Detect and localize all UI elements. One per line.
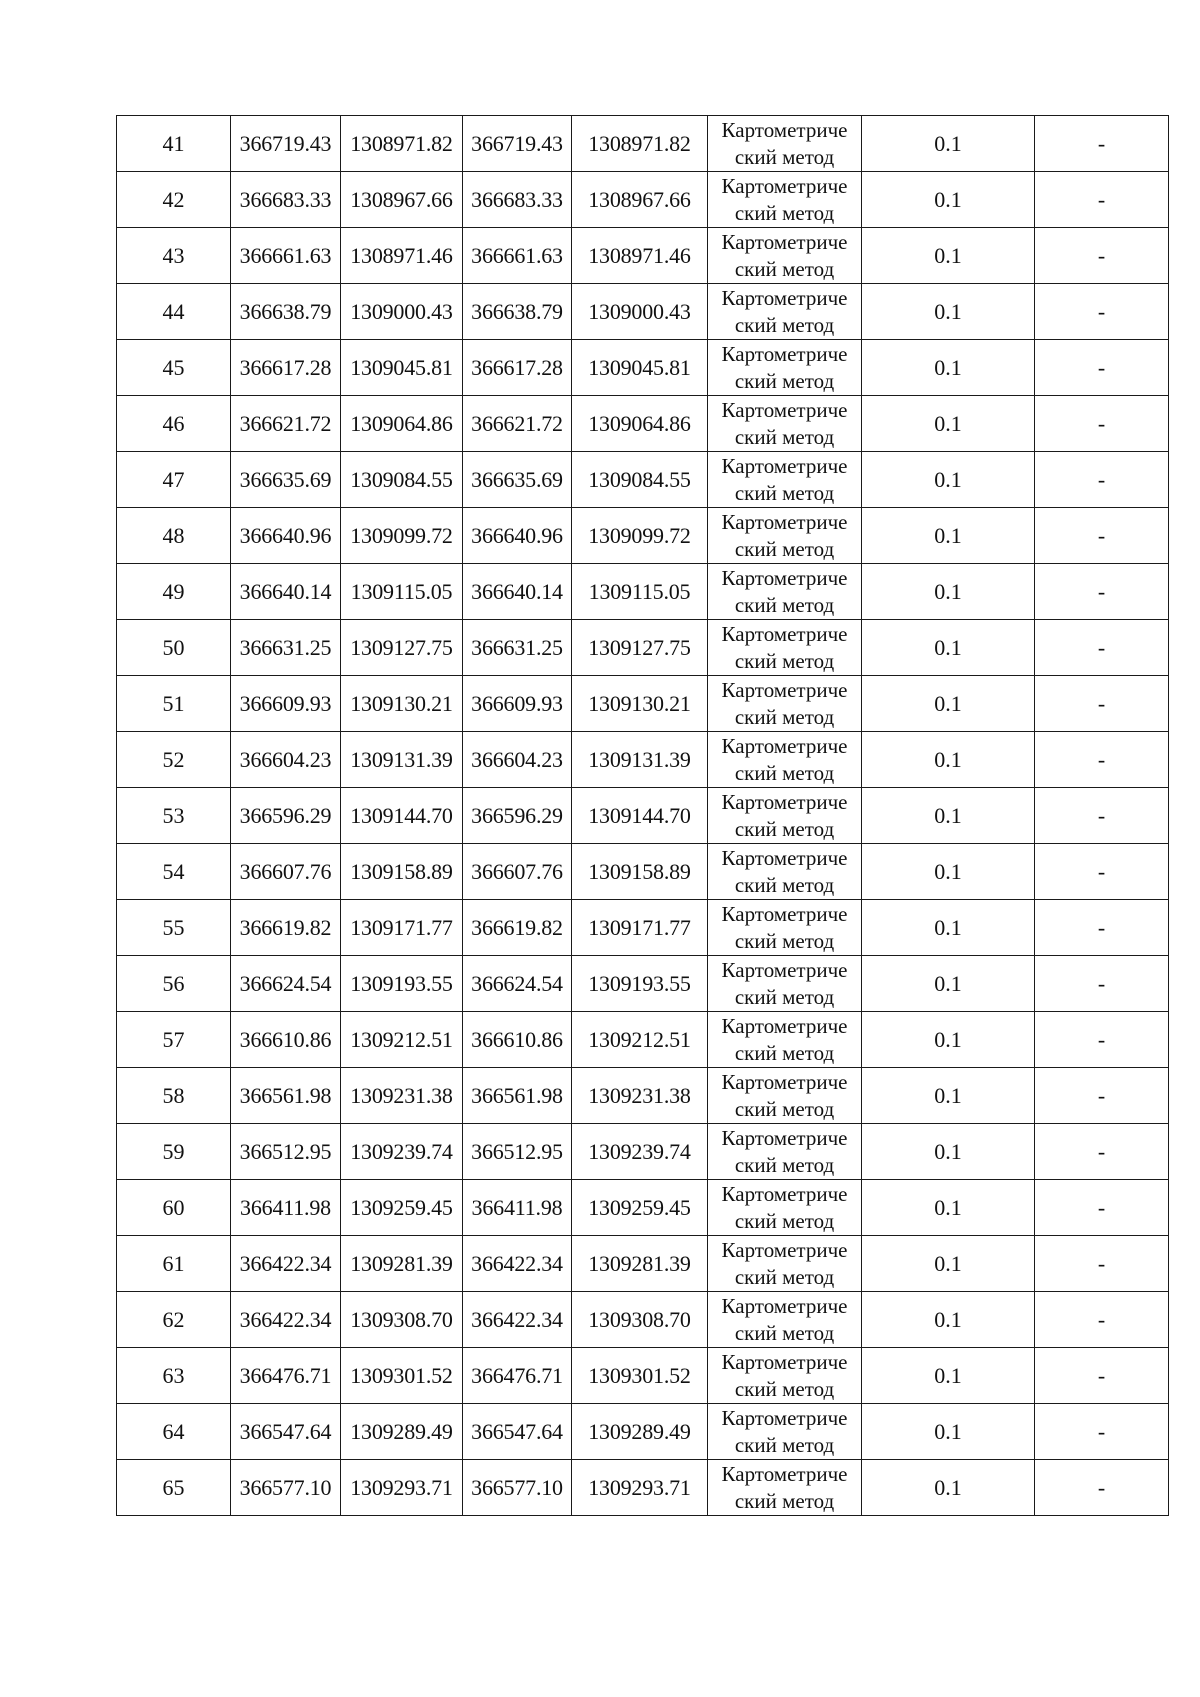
table-row [117, 1460, 1169, 1516]
point-number-cell: 60 [117, 1180, 231, 1236]
y-existing-cell: 1308971.46 [341, 228, 463, 284]
note-cell: - [1035, 732, 1169, 788]
table-row [117, 620, 1169, 676]
x-new-cell: 366638.79 [463, 284, 572, 340]
y-existing-cell: 1309131.39 [341, 732, 463, 788]
table-row [117, 1292, 1169, 1348]
note-cell: - [1035, 676, 1169, 732]
accuracy-cell: 0.1 [862, 1236, 1035, 1292]
method-cell [708, 564, 862, 620]
note-cell: - [1035, 1236, 1169, 1292]
y-existing-cell: 1309281.39 [341, 1236, 463, 1292]
accuracy-cell: 0.1 [862, 956, 1035, 1012]
x-new-cell: 366635.69 [463, 452, 572, 508]
method-text-line: Картометриче [721, 1181, 848, 1206]
point-number-cell: 46 [117, 396, 231, 452]
y-new-cell: 1309115.05 [572, 564, 708, 620]
accuracy-cell: 0.1 [862, 564, 1035, 620]
point-number-cell: 44 [117, 284, 231, 340]
y-new-cell: 1309281.39 [572, 1236, 708, 1292]
note-cell: - [1035, 788, 1169, 844]
x-new-cell: 366476.71 [463, 1348, 572, 1404]
table-row [117, 844, 1169, 900]
method-cell [708, 228, 862, 284]
y-existing-cell: 1309045.81 [341, 340, 463, 396]
y-existing-cell: 1309293.71 [341, 1460, 463, 1516]
x-existing-cell: 366610.86 [231, 1012, 341, 1068]
method-cell [708, 620, 862, 676]
point-number-cell: 59 [117, 1124, 231, 1180]
x-existing-cell: 366617.28 [231, 340, 341, 396]
x-new-cell: 366411.98 [463, 1180, 572, 1236]
method-text-line: Картометриче [721, 229, 848, 254]
y-new-cell: 1309308.70 [572, 1292, 708, 1348]
y-new-cell: 1309045.81 [572, 340, 708, 396]
y-existing-cell: 1309000.43 [341, 284, 463, 340]
method-text-line: Картометриче [721, 565, 848, 590]
accuracy-cell: 0.1 [862, 508, 1035, 564]
point-number-cell: 58 [117, 1068, 231, 1124]
note-cell: - [1035, 452, 1169, 508]
point-number-cell: 53 [117, 788, 231, 844]
method-text-line: ский метод [734, 704, 835, 729]
note-cell: - [1035, 900, 1169, 956]
x-existing-cell: 366512.95 [231, 1124, 341, 1180]
x-existing-cell: 366638.79 [231, 284, 341, 340]
point-number-cell: 54 [117, 844, 231, 900]
method-text-line: ский метод [734, 816, 835, 841]
x-new-cell: 366619.82 [463, 900, 572, 956]
method-text-line: ский метод [734, 1152, 835, 1177]
method-text-line: Картометриче [721, 173, 848, 198]
x-existing-cell: 366631.25 [231, 620, 341, 676]
y-new-cell: 1309231.38 [572, 1068, 708, 1124]
method-cell [708, 1068, 862, 1124]
x-existing-cell: 366719.43 [231, 116, 341, 172]
method-cell [708, 116, 862, 172]
table-row [117, 564, 1169, 620]
y-new-cell: 1309099.72 [572, 508, 708, 564]
x-existing-cell: 366640.96 [231, 508, 341, 564]
accuracy-cell: 0.1 [862, 620, 1035, 676]
accuracy-cell: 0.1 [862, 676, 1035, 732]
method-text-line: ский метод [734, 760, 835, 785]
x-existing-cell: 366661.63 [231, 228, 341, 284]
accuracy-cell: 0.1 [862, 1012, 1035, 1068]
accuracy-cell: 0.1 [862, 900, 1035, 956]
method-text-line: ский метод [734, 312, 835, 337]
note-cell: - [1035, 564, 1169, 620]
point-number-cell: 63 [117, 1348, 231, 1404]
table-row [117, 284, 1169, 340]
table-body [117, 116, 1169, 1516]
method-text-line: ский метод [734, 648, 835, 673]
y-existing-cell: 1308967.66 [341, 172, 463, 228]
point-number-cell: 52 [117, 732, 231, 788]
y-new-cell: 1309289.49 [572, 1404, 708, 1460]
method-text-line: Картометриче [721, 1013, 848, 1038]
note-cell: - [1035, 1012, 1169, 1068]
y-new-cell: 1309130.21 [572, 676, 708, 732]
accuracy-cell: 0.1 [862, 1124, 1035, 1180]
x-existing-cell: 366411.98 [231, 1180, 341, 1236]
accuracy-cell: 0.1 [862, 1068, 1035, 1124]
method-cell [708, 956, 862, 1012]
x-new-cell: 366621.72 [463, 396, 572, 452]
method-text-line: ский метод [734, 1432, 835, 1457]
x-existing-cell: 366422.34 [231, 1292, 341, 1348]
method-text-line: ский метод [734, 1096, 835, 1121]
x-existing-cell: 366621.72 [231, 396, 341, 452]
method-text-line: ский метод [734, 1488, 835, 1513]
note-cell: - [1035, 1068, 1169, 1124]
accuracy-cell: 0.1 [862, 1460, 1035, 1516]
y-new-cell: 1309171.77 [572, 900, 708, 956]
x-existing-cell: 366561.98 [231, 1068, 341, 1124]
method-text-line: Картометриче [721, 789, 848, 814]
x-new-cell: 366617.28 [463, 340, 572, 396]
y-new-cell: 1309158.89 [572, 844, 708, 900]
table-row [117, 396, 1169, 452]
method-text-line: Картометриче [721, 341, 848, 366]
method-text-line: Картометриче [721, 1125, 848, 1150]
y-existing-cell: 1309171.77 [341, 900, 463, 956]
method-text-line: ский метод [734, 368, 835, 393]
method-text-line: Картометриче [721, 677, 848, 702]
accuracy-cell: 0.1 [862, 788, 1035, 844]
method-cell [708, 1292, 862, 1348]
y-existing-cell: 1309144.70 [341, 788, 463, 844]
y-new-cell: 1308967.66 [572, 172, 708, 228]
y-new-cell: 1309301.52 [572, 1348, 708, 1404]
table-row [117, 340, 1169, 396]
y-new-cell: 1309000.43 [572, 284, 708, 340]
x-existing-cell: 366609.93 [231, 676, 341, 732]
point-number-cell: 45 [117, 340, 231, 396]
method-cell [708, 452, 862, 508]
y-new-cell: 1309064.86 [572, 396, 708, 452]
point-number-cell: 61 [117, 1236, 231, 1292]
method-text-line: Картометриче [721, 1461, 848, 1486]
table-row [117, 676, 1169, 732]
method-text-line: Картометриче [721, 1293, 848, 1318]
method-text-line: Картометриче [721, 1069, 848, 1094]
table-row [117, 228, 1169, 284]
method-text-line: ский метод [734, 928, 835, 953]
note-cell: - [1035, 1124, 1169, 1180]
y-existing-cell: 1309193.55 [341, 956, 463, 1012]
point-number-cell: 49 [117, 564, 231, 620]
method-cell [708, 284, 862, 340]
accuracy-cell: 0.1 [862, 844, 1035, 900]
point-number-cell: 64 [117, 1404, 231, 1460]
coordinates-table [116, 115, 1169, 1516]
y-new-cell: 1309239.74 [572, 1124, 708, 1180]
point-number-cell: 56 [117, 956, 231, 1012]
x-existing-cell: 366683.33 [231, 172, 341, 228]
note-cell: - [1035, 228, 1169, 284]
method-text-line: Картометриче [721, 285, 848, 310]
method-text-line: Картометриче [721, 901, 848, 926]
point-number-cell: 55 [117, 900, 231, 956]
x-existing-cell: 366624.54 [231, 956, 341, 1012]
accuracy-cell: 0.1 [862, 1404, 1035, 1460]
x-new-cell: 366607.76 [463, 844, 572, 900]
accuracy-cell: 0.1 [862, 228, 1035, 284]
method-cell [708, 1460, 862, 1516]
method-cell [708, 396, 862, 452]
accuracy-cell: 0.1 [862, 284, 1035, 340]
x-new-cell: 366624.54 [463, 956, 572, 1012]
table-row [117, 1348, 1169, 1404]
table-row [117, 1404, 1169, 1460]
note-cell: - [1035, 396, 1169, 452]
method-text-line: Картометриче [721, 621, 848, 646]
x-existing-cell: 366635.69 [231, 452, 341, 508]
method-text-line: Картометриче [721, 845, 848, 870]
accuracy-cell: 0.1 [862, 116, 1035, 172]
method-text-line: ский метод [734, 1264, 835, 1289]
method-text-line: ский метод [734, 256, 835, 281]
accuracy-cell: 0.1 [862, 396, 1035, 452]
accuracy-cell: 0.1 [862, 1180, 1035, 1236]
method-text-line: Картометриче [721, 1237, 848, 1262]
y-new-cell: 1308971.46 [572, 228, 708, 284]
x-new-cell: 366547.64 [463, 1404, 572, 1460]
y-new-cell: 1309259.45 [572, 1180, 708, 1236]
y-new-cell: 1309293.71 [572, 1460, 708, 1516]
x-new-cell: 366609.93 [463, 676, 572, 732]
accuracy-cell: 0.1 [862, 452, 1035, 508]
method-text-line: ский метод [734, 1320, 835, 1345]
method-cell [708, 172, 862, 228]
method-text-line: ский метод [734, 480, 835, 505]
method-text-line: ский метод [734, 536, 835, 561]
point-number-cell: 41 [117, 116, 231, 172]
method-text-line: Картометриче [721, 509, 848, 534]
point-number-cell: 51 [117, 676, 231, 732]
y-existing-cell: 1309239.74 [341, 1124, 463, 1180]
method-cell [708, 1348, 862, 1404]
x-new-cell: 366577.10 [463, 1460, 572, 1516]
table-row [117, 172, 1169, 228]
method-cell [708, 732, 862, 788]
y-existing-cell: 1309130.21 [341, 676, 463, 732]
x-new-cell: 366661.63 [463, 228, 572, 284]
method-cell [708, 1236, 862, 1292]
note-cell: - [1035, 172, 1169, 228]
table-row [117, 508, 1169, 564]
y-existing-cell: 1309212.51 [341, 1012, 463, 1068]
y-existing-cell: 1308971.82 [341, 116, 463, 172]
y-existing-cell: 1309064.86 [341, 396, 463, 452]
method-text-line: Картометриче [721, 117, 848, 142]
method-text-line: Картометриче [721, 957, 848, 982]
method-text-line: ский метод [734, 200, 835, 225]
y-existing-cell: 1309301.52 [341, 1348, 463, 1404]
method-cell [708, 1012, 862, 1068]
method-text-line: ский метод [734, 984, 835, 1009]
table-row [117, 788, 1169, 844]
note-cell: - [1035, 1348, 1169, 1404]
y-new-cell: 1309144.70 [572, 788, 708, 844]
method-text-line: ский метод [734, 1376, 835, 1401]
note-cell: - [1035, 508, 1169, 564]
x-new-cell: 366512.95 [463, 1124, 572, 1180]
note-cell: - [1035, 956, 1169, 1012]
y-existing-cell: 1309127.75 [341, 620, 463, 676]
y-new-cell: 1308971.82 [572, 116, 708, 172]
x-existing-cell: 366596.29 [231, 788, 341, 844]
table-row [117, 956, 1169, 1012]
method-cell [708, 508, 862, 564]
y-existing-cell: 1309259.45 [341, 1180, 463, 1236]
table-row [117, 116, 1169, 172]
note-cell: - [1035, 844, 1169, 900]
table-row [117, 452, 1169, 508]
method-cell [708, 340, 862, 396]
table-row [117, 1068, 1169, 1124]
method-text-line: Картометриче [721, 397, 848, 422]
accuracy-cell: 0.1 [862, 1292, 1035, 1348]
point-number-cell: 43 [117, 228, 231, 284]
method-text-line: ский метод [734, 592, 835, 617]
method-text-line: Картометриче [721, 453, 848, 478]
x-new-cell: 366640.96 [463, 508, 572, 564]
method-text-line: ский метод [734, 1208, 835, 1233]
note-cell: - [1035, 284, 1169, 340]
method-cell [708, 788, 862, 844]
method-text-line: Картометриче [721, 733, 848, 758]
note-cell: - [1035, 1460, 1169, 1516]
accuracy-cell: 0.1 [862, 732, 1035, 788]
note-cell: - [1035, 116, 1169, 172]
method-text-line: ский метод [734, 144, 835, 169]
method-cell [708, 1180, 862, 1236]
method-text-line: ский метод [734, 872, 835, 897]
x-new-cell: 366640.14 [463, 564, 572, 620]
y-new-cell: 1309131.39 [572, 732, 708, 788]
x-existing-cell: 366604.23 [231, 732, 341, 788]
x-new-cell: 366596.29 [463, 788, 572, 844]
x-new-cell: 366631.25 [463, 620, 572, 676]
method-cell [708, 900, 862, 956]
note-cell: - [1035, 620, 1169, 676]
point-number-cell: 50 [117, 620, 231, 676]
method-cell [708, 1404, 862, 1460]
x-new-cell: 366610.86 [463, 1012, 572, 1068]
x-new-cell: 366683.33 [463, 172, 572, 228]
x-new-cell: 366604.23 [463, 732, 572, 788]
table-row [117, 732, 1169, 788]
y-new-cell: 1309212.51 [572, 1012, 708, 1068]
accuracy-cell: 0.1 [862, 172, 1035, 228]
x-new-cell: 366422.34 [463, 1236, 572, 1292]
method-cell [708, 844, 862, 900]
method-text-line: ский метод [734, 424, 835, 449]
y-new-cell: 1309084.55 [572, 452, 708, 508]
point-number-cell: 65 [117, 1460, 231, 1516]
point-number-cell: 47 [117, 452, 231, 508]
y-new-cell: 1309193.55 [572, 956, 708, 1012]
method-text-line: Картометриче [721, 1349, 848, 1374]
point-number-cell: 62 [117, 1292, 231, 1348]
method-cell [708, 676, 862, 732]
y-existing-cell: 1309158.89 [341, 844, 463, 900]
table-row [117, 900, 1169, 956]
note-cell: - [1035, 1292, 1169, 1348]
y-existing-cell: 1309308.70 [341, 1292, 463, 1348]
y-existing-cell: 1309115.05 [341, 564, 463, 620]
note-cell: - [1035, 1180, 1169, 1236]
y-existing-cell: 1309084.55 [341, 452, 463, 508]
y-existing-cell: 1309289.49 [341, 1404, 463, 1460]
method-text-line: ский метод [734, 1040, 835, 1065]
y-existing-cell: 1309099.72 [341, 508, 463, 564]
x-existing-cell: 366547.64 [231, 1404, 341, 1460]
point-number-cell: 42 [117, 172, 231, 228]
y-new-cell: 1309127.75 [572, 620, 708, 676]
method-text-line: Картометриче [721, 1405, 848, 1430]
x-new-cell: 366561.98 [463, 1068, 572, 1124]
x-existing-cell: 366577.10 [231, 1460, 341, 1516]
point-number-cell: 48 [117, 508, 231, 564]
x-existing-cell: 366422.34 [231, 1236, 341, 1292]
method-cell [708, 1124, 862, 1180]
x-new-cell: 366719.43 [463, 116, 572, 172]
x-existing-cell: 366607.76 [231, 844, 341, 900]
table-row [117, 1124, 1169, 1180]
table-row [117, 1236, 1169, 1292]
x-existing-cell: 366476.71 [231, 1348, 341, 1404]
x-existing-cell: 366640.14 [231, 564, 341, 620]
accuracy-cell: 0.1 [862, 1348, 1035, 1404]
point-number-cell: 57 [117, 1012, 231, 1068]
y-existing-cell: 1309231.38 [341, 1068, 463, 1124]
note-cell: - [1035, 340, 1169, 396]
table-row [117, 1180, 1169, 1236]
note-cell: - [1035, 1404, 1169, 1460]
x-new-cell: 366422.34 [463, 1292, 572, 1348]
table-row [117, 1012, 1169, 1068]
accuracy-cell: 0.1 [862, 340, 1035, 396]
x-existing-cell: 366619.82 [231, 900, 341, 956]
